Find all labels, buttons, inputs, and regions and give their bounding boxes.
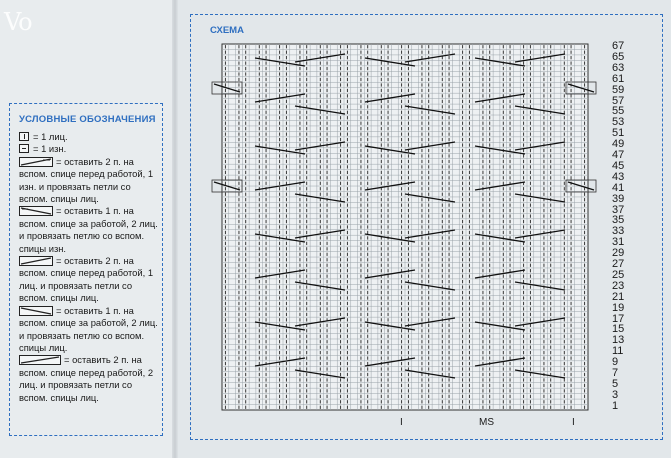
cable-left-2-1-purl-icon — [19, 157, 53, 167]
watermark-logo: Vo — [4, 8, 32, 36]
row-number: 21 — [612, 290, 625, 303]
row-number: 65 — [612, 50, 625, 63]
purl-stitch-icon — [19, 144, 29, 153]
legend-entry-cable-4 — [19, 305, 158, 355]
legend-text: = оставить 2 п. на вспом. спице перед работой, 1 изн. и провязать петли со вспом. спицы лиц. — [19, 155, 154, 205]
row-number: 19 — [612, 301, 625, 314]
row-number: 27 — [612, 258, 625, 270]
row-number: 51 — [612, 127, 625, 140]
repeat-marker-right: I — [572, 417, 575, 428]
schema-frame — [190, 14, 663, 440]
cable-right-1-2-knit-icon — [19, 206, 53, 216]
row-number: 59 — [612, 83, 625, 96]
legend-text: = оставить 1 п. на вспом. спице за работой, 2 лиц. и провязать петлю со вспом. спицы лиц. — [19, 304, 158, 353]
row-number: 61 — [612, 72, 625, 85]
row-number: 53 — [612, 116, 625, 129]
row-number: 47 — [612, 149, 625, 161]
knit-stitch-icon — [19, 132, 29, 141]
legend-box — [9, 103, 163, 436]
row-number: 3 — [612, 388, 619, 401]
row-number: 63 — [612, 61, 625, 74]
legend-text: = оставить 2 п. на вспом. спице перед работой, 2 лиц. и провязать петли со вспом. спицы лиц. — [19, 354, 154, 403]
legend-text: = 1 лиц. — [33, 131, 68, 142]
row-number: 7 — [612, 367, 619, 379]
cable-left-2-1-knit-icon — [19, 256, 53, 266]
legend-title: УСЛОВНЫЕ ОБОЗНАЧЕНИЯ — [19, 114, 156, 125]
row-number: 37 — [612, 203, 625, 216]
legend-text: = оставить 1 п. на вспом. спице за работой, 2 лиц. и провязать петлю со вспом. спицы изн. — [19, 205, 158, 254]
cable-right-1-2-icon — [19, 306, 53, 316]
page-fold — [172, 0, 178, 458]
row-number: 1 — [612, 399, 619, 412]
legend-entry-knit — [19, 131, 158, 143]
row-number: 9 — [612, 356, 619, 369]
row-number: 39 — [612, 192, 625, 205]
repeat-marker-left: I — [400, 417, 403, 428]
row-number: 35 — [612, 214, 625, 227]
row-number: 55 — [612, 105, 625, 118]
cable-2-2-icon — [19, 355, 61, 365]
row-number: 67 — [612, 40, 625, 52]
row-number: 31 — [612, 236, 625, 249]
legend-entry-cable-3 — [19, 255, 158, 305]
row-number: 23 — [612, 279, 625, 292]
row-number: 15 — [612, 323, 625, 336]
legend-text: = 1 изн. — [33, 143, 67, 155]
row-number: 57 — [612, 94, 625, 107]
middle-stitch-label: MS — [479, 417, 494, 428]
row-number: 45 — [612, 159, 625, 172]
legend-entry-purl — [19, 143, 158, 155]
row-number: 49 — [612, 138, 625, 151]
row-number: 41 — [612, 181, 625, 194]
row-number: 25 — [612, 268, 625, 281]
schema-title: СХЕМА — [210, 25, 244, 36]
row-number: 29 — [612, 247, 625, 260]
row-number: 33 — [612, 225, 625, 238]
legend-entry-cable-2 — [19, 205, 158, 255]
legend-text: = оставить 2 п. на вспом. спице перед работой, 1 лиц. и провязать петли со вспом. спицы лиц. — [19, 255, 154, 304]
row-number: 43 — [612, 170, 625, 183]
row-number: 11 — [612, 345, 624, 358]
row-number: 5 — [612, 377, 619, 390]
legend-entry-cable-1 — [19, 156, 158, 206]
legend-entry-cable-5 — [19, 354, 158, 404]
row-number: 13 — [612, 334, 625, 347]
row-number: 17 — [612, 312, 625, 325]
